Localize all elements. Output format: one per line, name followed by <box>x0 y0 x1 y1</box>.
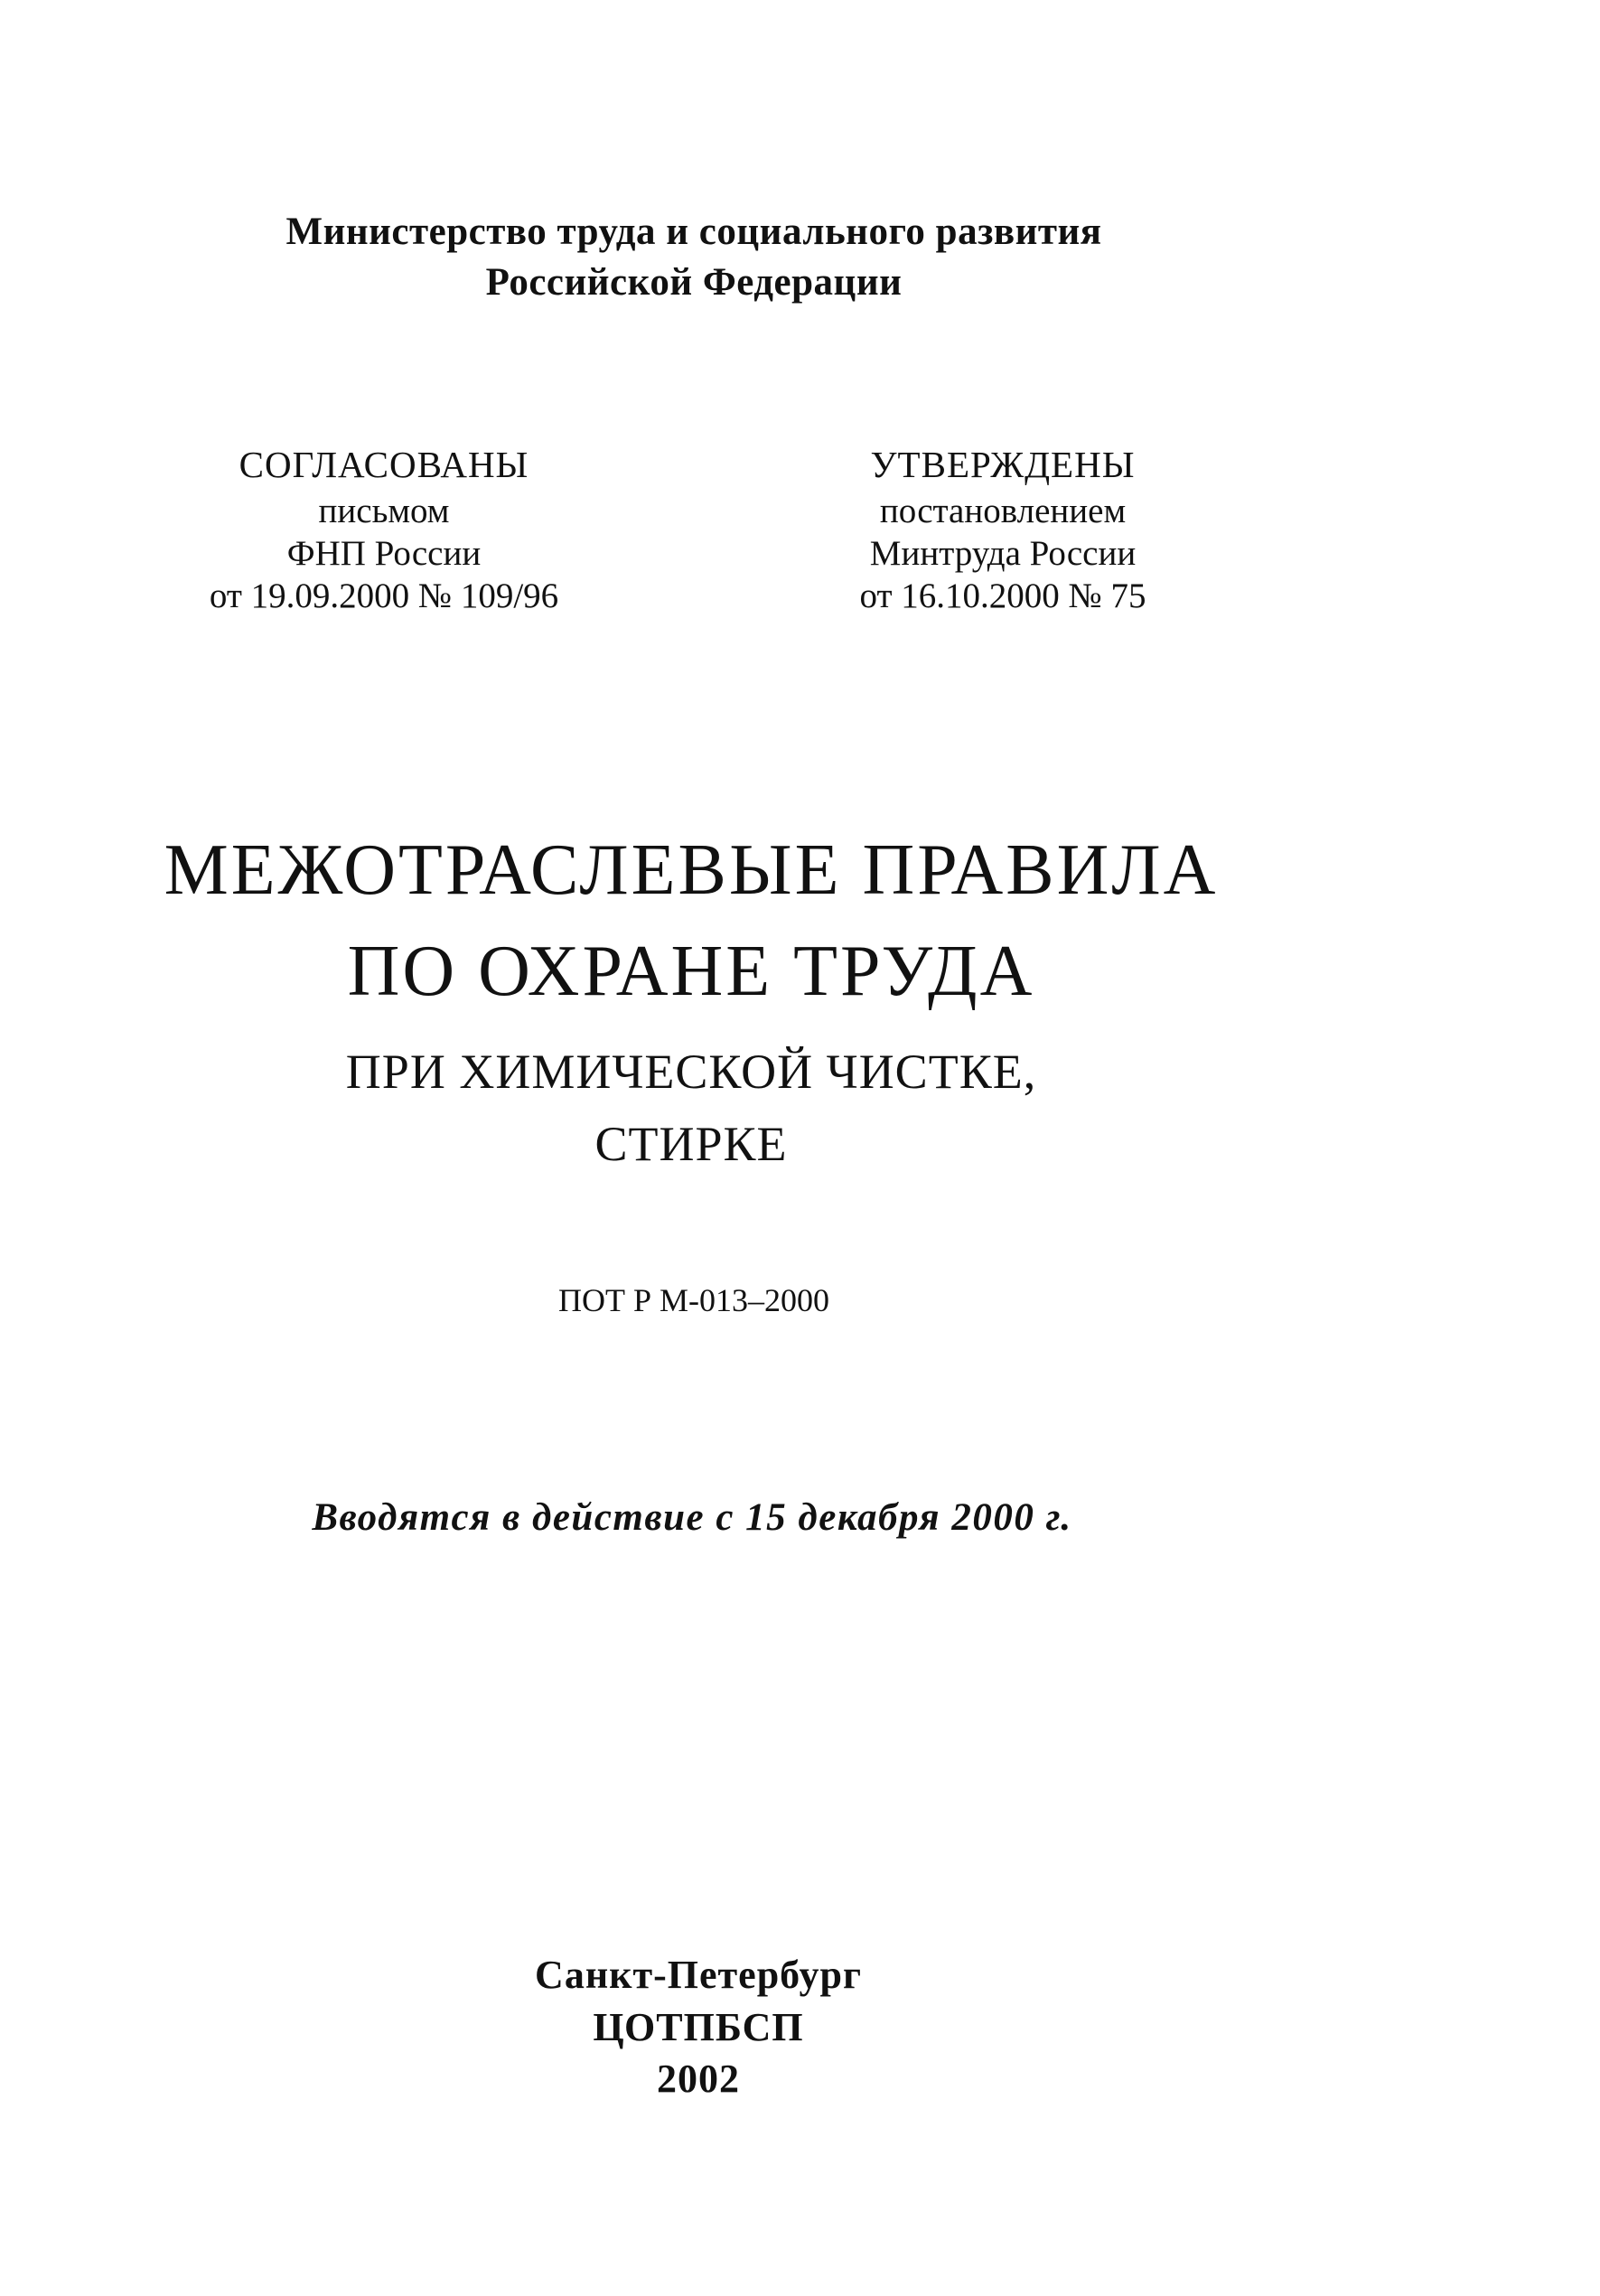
approval-right-line3: от 16.10.2000 № 75 <box>859 576 1146 615</box>
imprint-city: Санкт-Петербург <box>535 1953 862 1997</box>
approval-left-line1: письмом <box>318 492 450 530</box>
subtitle-line2: СТИРКЕ <box>594 1117 788 1171</box>
title-line2: ПО ОХРАНЕ ТРУДА <box>347 932 1035 1011</box>
ministry-name-line1: Министерство труда и социального развития <box>285 211 1102 253</box>
approval-right-line2: Минтруда России <box>869 534 1137 573</box>
imprint-year: 2002 <box>657 2057 740 2101</box>
title-line1: МЕЖОТРАСЛЕВЫЕ ПРАВИЛА <box>164 830 1219 910</box>
approval-right-heading: УТВЕРЖДЕНЫ <box>870 444 1136 485</box>
subtitle-line1: ПРИ ХИМИЧЕСКОЙ ЧИСТКЕ, <box>345 1045 1037 1099</box>
approval-left-heading: СОГЛАСОВАНЫ <box>239 444 529 485</box>
document-code: ПОТ Р М-013–2000 <box>557 1282 830 1318</box>
approval-left-line3: от 19.09.2000 № 109/96 <box>209 576 559 615</box>
ministry-name-line2: Российской Федерации <box>485 261 903 304</box>
imprint-publisher: ЦОТПБСП <box>593 2005 804 2049</box>
approval-left-line2: ФНП России <box>286 534 482 573</box>
approval-right-line1: постановлением <box>879 492 1127 530</box>
effective-date: Вводятся в действие с 15 декабря 2000 г. <box>312 1496 1072 1539</box>
